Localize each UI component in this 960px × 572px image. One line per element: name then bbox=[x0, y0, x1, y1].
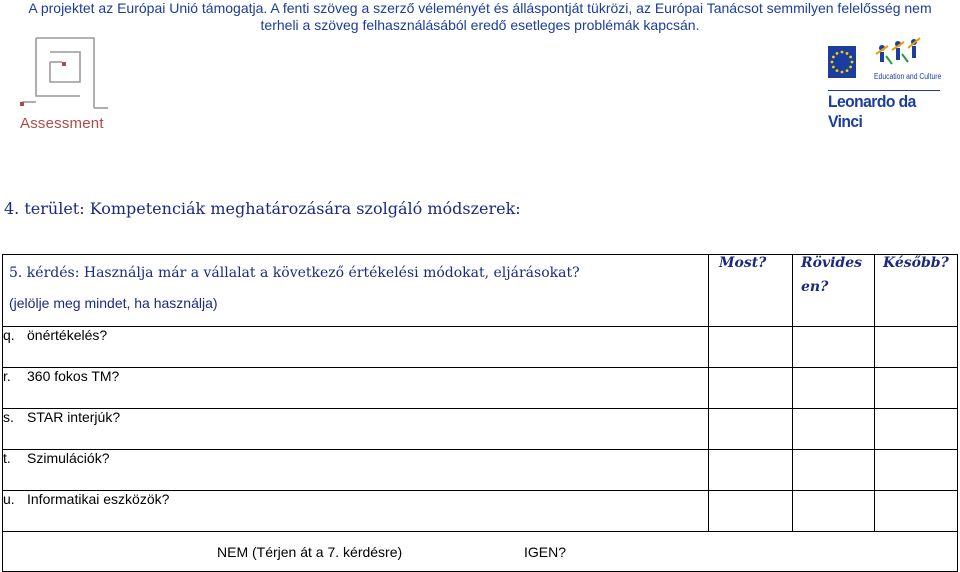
table-row bbox=[3, 368, 958, 409]
leonardo-da-vinci-logo: Leonardo da Vinci bbox=[828, 92, 916, 131]
item-cell bbox=[3, 368, 709, 409]
column-later-label: Később? bbox=[883, 255, 949, 271]
logo-divider bbox=[828, 90, 940, 91]
education-culture-figures-icon bbox=[872, 34, 934, 70]
yes-option[interactable]: IGEN? bbox=[524, 544, 567, 560]
education-culture-label: Education and Culture bbox=[874, 72, 942, 81]
checkbox-later[interactable] bbox=[875, 327, 958, 368]
eu-disclaimer bbox=[0, 0, 960, 34]
question-text: 5. kérdés: Használja már a vállalat a következő értékelési módokat, eljárásokat? bbox=[9, 265, 580, 281]
checkbox-soon[interactable] bbox=[793, 327, 875, 368]
question-table bbox=[2, 254, 958, 572]
checkbox-soon[interactable] bbox=[793, 450, 875, 491]
item-label: STAR interjúk? bbox=[27, 409, 121, 425]
column-soon-label-2: en? bbox=[801, 279, 829, 295]
checkbox-now[interactable] bbox=[709, 368, 793, 409]
checkbox-now[interactable] bbox=[709, 409, 793, 450]
item-cell bbox=[3, 450, 709, 491]
checkbox-later[interactable] bbox=[875, 450, 958, 491]
checkbox-soon[interactable] bbox=[793, 409, 875, 450]
section-title: 4. terület: Kompetenciák meghatározására szolgáló módszerek: bbox=[4, 199, 521, 218]
item-cell bbox=[3, 491, 709, 532]
disclaimer-line-1: A projektet az Európai Unió támogatja. A fenti szöveg a szerző véleményét és álláspontját tükrözi, az Európai Tanácsot semmilyen felelősség nem bbox=[28, 0, 932, 16]
table-row bbox=[3, 450, 958, 491]
eu-flag-icon bbox=[828, 46, 856, 78]
column-header-now bbox=[709, 255, 793, 327]
question-subtext: (jelölje meg mindet, ha használja) bbox=[9, 295, 218, 311]
table-row bbox=[3, 491, 958, 532]
item-key: r. bbox=[3, 368, 11, 384]
checkbox-soon[interactable] bbox=[793, 368, 875, 409]
column-soon-label-1: Rövides bbox=[801, 255, 863, 271]
item-label: Szimulációk? bbox=[27, 450, 110, 466]
checkbox-later[interactable] bbox=[875, 409, 958, 450]
item-key: s. bbox=[3, 409, 14, 425]
checkbox-soon[interactable] bbox=[793, 491, 875, 532]
item-label: Informatikai eszközök? bbox=[27, 491, 170, 507]
item-label: 360 fokos TM? bbox=[27, 368, 120, 384]
checkbox-later[interactable] bbox=[875, 368, 958, 409]
table-row bbox=[3, 409, 958, 450]
assessment-logo bbox=[14, 36, 114, 132]
question-cell bbox=[3, 255, 709, 327]
item-cell bbox=[3, 327, 709, 368]
column-header-later bbox=[875, 255, 958, 327]
answer-row bbox=[3, 532, 958, 572]
item-key: t. bbox=[3, 450, 11, 466]
table-row bbox=[3, 327, 958, 368]
column-now-label: Most? bbox=[719, 255, 767, 271]
item-cell bbox=[3, 409, 709, 450]
item-label: önértékelés? bbox=[27, 327, 108, 343]
disclaimer-line-2: terheli a szöveg felhasználásából eredő esetleges problémák kapcsán. bbox=[260, 17, 700, 33]
answer-cell bbox=[3, 532, 958, 572]
item-key: q. bbox=[3, 327, 15, 343]
column-header-soon bbox=[793, 255, 875, 327]
checkbox-now[interactable] bbox=[709, 491, 793, 532]
checkbox-now[interactable] bbox=[709, 327, 793, 368]
item-key: u. bbox=[3, 491, 15, 507]
no-option[interactable]: NEM (Térjen át a 7. kérdésre) bbox=[217, 544, 403, 560]
assessment-logo-label: Assessment bbox=[20, 115, 104, 132]
checkbox-now[interactable] bbox=[709, 450, 793, 491]
assessment-logo-icon bbox=[14, 36, 114, 116]
checkbox-later[interactable] bbox=[875, 491, 958, 532]
question-header-row bbox=[3, 255, 958, 327]
